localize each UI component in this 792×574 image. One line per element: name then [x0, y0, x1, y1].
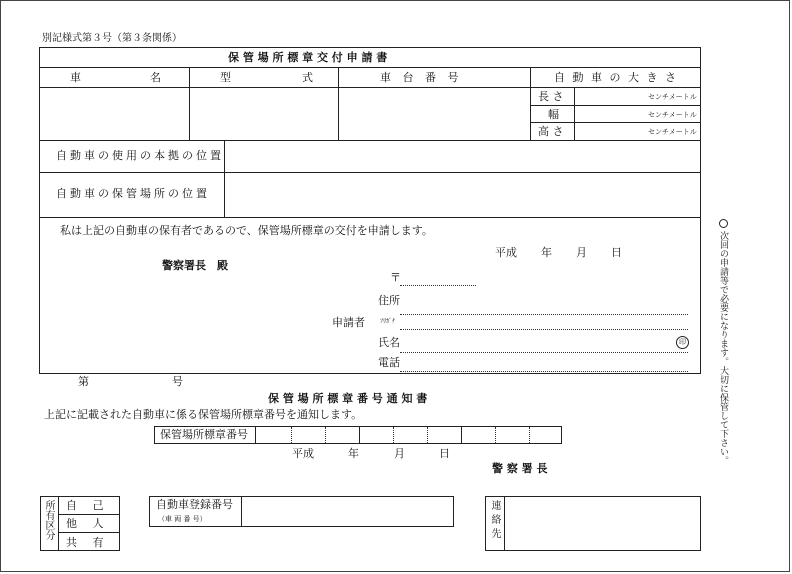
storage-location-field[interactable]	[226, 173, 700, 216]
date-year: 年	[541, 246, 552, 259]
furigana-field[interactable]	[400, 316, 688, 328]
notice-number-field[interactable]	[92, 376, 166, 388]
usage-location-field[interactable]	[226, 141, 700, 172]
notice-date-day: 日	[439, 447, 450, 460]
notice-date-year: 年	[348, 447, 359, 460]
notice-title: 保 管 場 所 標 章 番 号 通 知 書	[268, 392, 428, 405]
column-line	[224, 140, 225, 217]
applicant-label: 申請者	[332, 316, 365, 329]
notice-date-era: 平成	[292, 447, 314, 460]
contact-label: 連絡先	[489, 500, 500, 542]
vehicle-name-field[interactable]	[40, 88, 188, 139]
ownership-option-shared[interactable]: 共 有	[66, 536, 110, 549]
side-note: 次回の申請等で必要になります。大切に保管して下さい。	[718, 231, 728, 465]
registration-sublabel: （車 両 番 号）	[158, 515, 207, 523]
address-field[interactable]	[400, 296, 688, 313]
postal-code-line	[400, 285, 476, 286]
sticker-number-field[interactable]	[256, 427, 561, 443]
address-label: 住所	[378, 294, 400, 307]
header-model-1: 型	[220, 71, 231, 84]
chassis-number-field[interactable]	[339, 88, 529, 139]
storage-location-label: 自動車の保管場所の位置	[56, 187, 210, 200]
length-label: 長 さ	[538, 90, 564, 103]
height-field[interactable]	[576, 123, 646, 139]
divider	[58, 532, 120, 533]
registration-label: 自動車登録番号	[156, 498, 233, 511]
name-field[interactable]	[400, 334, 670, 351]
notice-issuer: 警 察 署 長	[492, 462, 548, 475]
height-label: 高 さ	[538, 125, 564, 138]
phone-line	[400, 371, 688, 372]
notice-number-suffix: 号	[172, 375, 183, 388]
width-field[interactable]	[576, 106, 646, 122]
column-line	[530, 67, 531, 140]
header-vehicle-size: 自 動 車 の 大 き さ	[554, 71, 678, 84]
notice-statement: 上記に記載された自動車に係る保管場所標章番号を通知します。	[44, 408, 363, 421]
addressee: 警察署長 殿	[162, 259, 228, 272]
name-line	[400, 352, 688, 353]
sticker-number-label: 保管場所標章番号	[160, 428, 248, 441]
address-line	[400, 314, 688, 315]
seal-mark-icon: 印	[676, 336, 689, 349]
date-month: 月	[576, 246, 587, 259]
divider	[39, 217, 701, 218]
header-chassis-number: 車 台 番 号	[380, 71, 463, 84]
cell-line	[504, 496, 505, 551]
phone-label: 電話	[378, 356, 400, 369]
contact-field[interactable]	[506, 497, 700, 550]
column-line	[574, 87, 575, 140]
header-vehicle-name-2: 名	[150, 71, 161, 84]
header-vehicle-name-1: 車	[70, 71, 81, 84]
usage-location-label: 自動車の使用の本拠の位置	[56, 149, 224, 162]
width-label: 幅	[548, 108, 559, 121]
date-day: 日	[611, 246, 622, 259]
divider	[58, 514, 120, 515]
notice-number-prefix: 第	[78, 375, 89, 388]
divider	[39, 67, 701, 68]
height-unit: センチメートル	[648, 128, 697, 136]
width-unit: センチメートル	[648, 111, 697, 119]
postal-mark: 〒	[390, 271, 401, 284]
form-reference: 別記様式第３号（第３条関係）	[42, 33, 182, 44]
application-title: 保 管 場 所 標 章 交 付 申 請 書	[228, 51, 388, 64]
ownership-option-other[interactable]: 他 人	[66, 517, 110, 530]
registration-number-field[interactable]	[243, 497, 453, 526]
furigana-line	[400, 329, 688, 330]
length-field[interactable]	[576, 88, 646, 104]
postal-code-field[interactable]	[400, 271, 476, 285]
notice-date-month: 月	[394, 447, 405, 460]
phone-field[interactable]	[400, 355, 688, 370]
length-unit: センチメートル	[648, 93, 697, 101]
cell-line	[58, 496, 59, 551]
ownership-option-self[interactable]: 自 己	[66, 499, 110, 512]
model-field[interactable]	[190, 88, 337, 139]
furigana-label: ﾌﾘｶﾞﾅ	[380, 318, 396, 325]
bullet-circle-icon	[719, 219, 728, 228]
name-label: 氏名	[378, 336, 400, 349]
header-model-2: 式	[302, 71, 313, 84]
declaration-statement: 私は上記の自動車の保有者であるので、保管場所標章の交付を申請します。	[60, 224, 433, 237]
ownership-label: 所有区分	[43, 500, 54, 540]
date-era: 平成	[495, 246, 517, 259]
cell-line	[241, 496, 242, 527]
